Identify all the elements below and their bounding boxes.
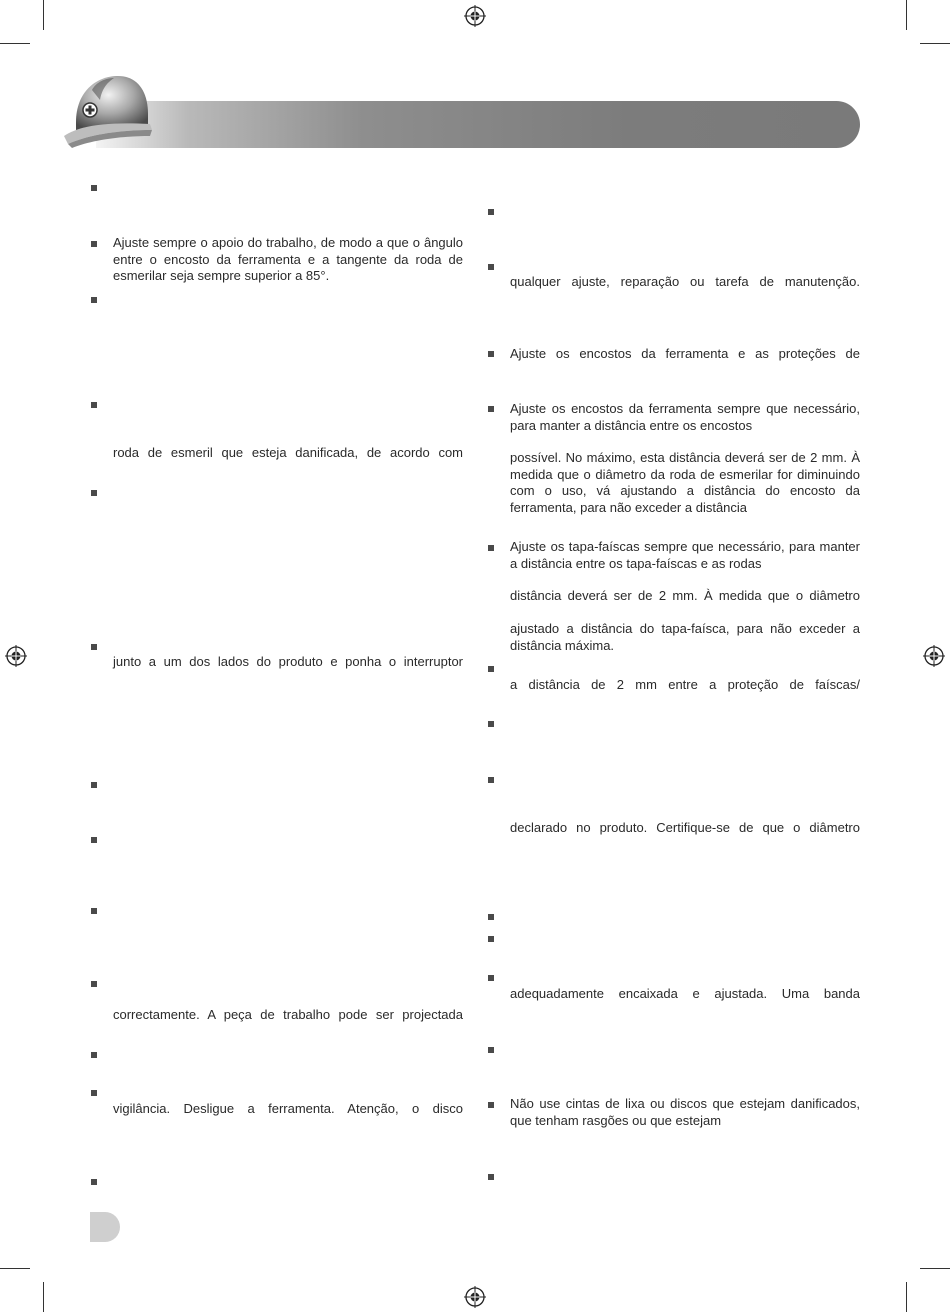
page-number-tab [90,1212,120,1242]
registration-mark-icon [464,1286,486,1308]
bullet-marker [91,297,97,303]
right-paragraph-2: Ajuste os encostos da ferramenta e as proteções de [510,346,860,361]
bullet-marker [91,241,97,247]
right-paragraph-4c: ajustado a distância do tapa-faísca, para não exceder a distância máxima. [510,621,860,653]
bullet-marker [91,981,97,987]
left-paragraph-2: roda de esmeril que esteja danificada, de acordo com [113,445,463,460]
bullet-marker [91,185,97,191]
bullet-marker [91,402,97,408]
right-paragraph-5: a distância de 2 mm entre a proteção de faíscas/ [510,677,860,692]
right-paragraph-3a: Ajuste os encostos da ferramenta sempre que necessário, para manter a distância entre os encostos [510,401,860,433]
bullet-marker [488,406,494,412]
crop-mark-tl-h [0,43,30,44]
bullet-marker [488,1047,494,1053]
right-paragraph-7: adequadamente encaixada e ajustada. Uma banda [510,986,860,1001]
right-paragraph-6: declarado no produto. Certifique-se de que o diâmetro [510,820,860,835]
bullet-marker [91,490,97,496]
left-paragraph-5: vigilância. Desligue a ferramenta. Atenção, o disco [113,1101,463,1116]
right-paragraph-4a: Ajuste os tapa-faíscas sempre que necessário, para manter a distância entre os tapa-faíscas e as rodas [510,539,860,571]
bullet-marker [488,914,494,920]
bullet-marker [91,1052,97,1058]
crop-mark-tr-h [920,43,950,44]
bullet-marker [488,1102,494,1108]
bullet-marker [488,1174,494,1180]
bullet-marker [488,666,494,672]
registration-mark-icon [923,645,945,667]
bullet-marker [91,1179,97,1185]
bullet-marker [91,837,97,843]
crop-mark-tl-v [43,0,44,30]
right-paragraph-8: Não use cintas de lixa ou discos que estejam danificados, que tenham rasgões ou que estejam [510,1096,860,1128]
crop-mark-bl-v [43,1282,44,1312]
right-paragraph-1: qualquer ajuste, reparação ou tarefa de manutenção. [510,274,860,289]
left-paragraph-4: correctamente. A peça de trabalho pode ser projectada [113,1007,463,1022]
left-paragraph-1: Ajuste sempre o apoio do trabalho, de modo a que o ângulo entre o encosto da ferramenta e a tangente da roda de esmerilar seja sempre superior a 85°. [113,235,463,283]
bullet-marker [488,264,494,270]
bullet-marker [91,908,97,914]
bullet-marker [488,975,494,981]
right-paragraph-4b: distância deverá ser de 2 mm. À medida que o diâmetro [510,588,860,603]
bullet-marker [488,351,494,357]
left-paragraph-3: junto a um dos lados do produto e ponha o interruptor [113,654,463,669]
registration-mark-icon [464,5,486,27]
bullet-marker [488,936,494,942]
bullet-marker [488,777,494,783]
crop-mark-tr-v [906,0,907,30]
crop-mark-br-h [920,1268,950,1269]
bullet-marker [488,209,494,215]
safety-helmet-icon [62,70,162,152]
bullet-marker [91,644,97,650]
bullet-marker [488,721,494,727]
registration-mark-icon [5,645,27,667]
right-paragraph-3b: possível. No máximo, esta distância deverá ser de 2 mm. À medida que o diâmetro da roda de esmerilar for diminuindo com o uso, vá ajustando a distância do encosto da ferramenta, para não exceder a distância [510,450,860,515]
bullet-marker [488,545,494,551]
crop-mark-bl-h [0,1268,30,1269]
bullet-marker [91,1090,97,1096]
bullet-marker [91,782,97,788]
crop-mark-br-v [906,1282,907,1312]
section-header-banner [96,101,860,148]
